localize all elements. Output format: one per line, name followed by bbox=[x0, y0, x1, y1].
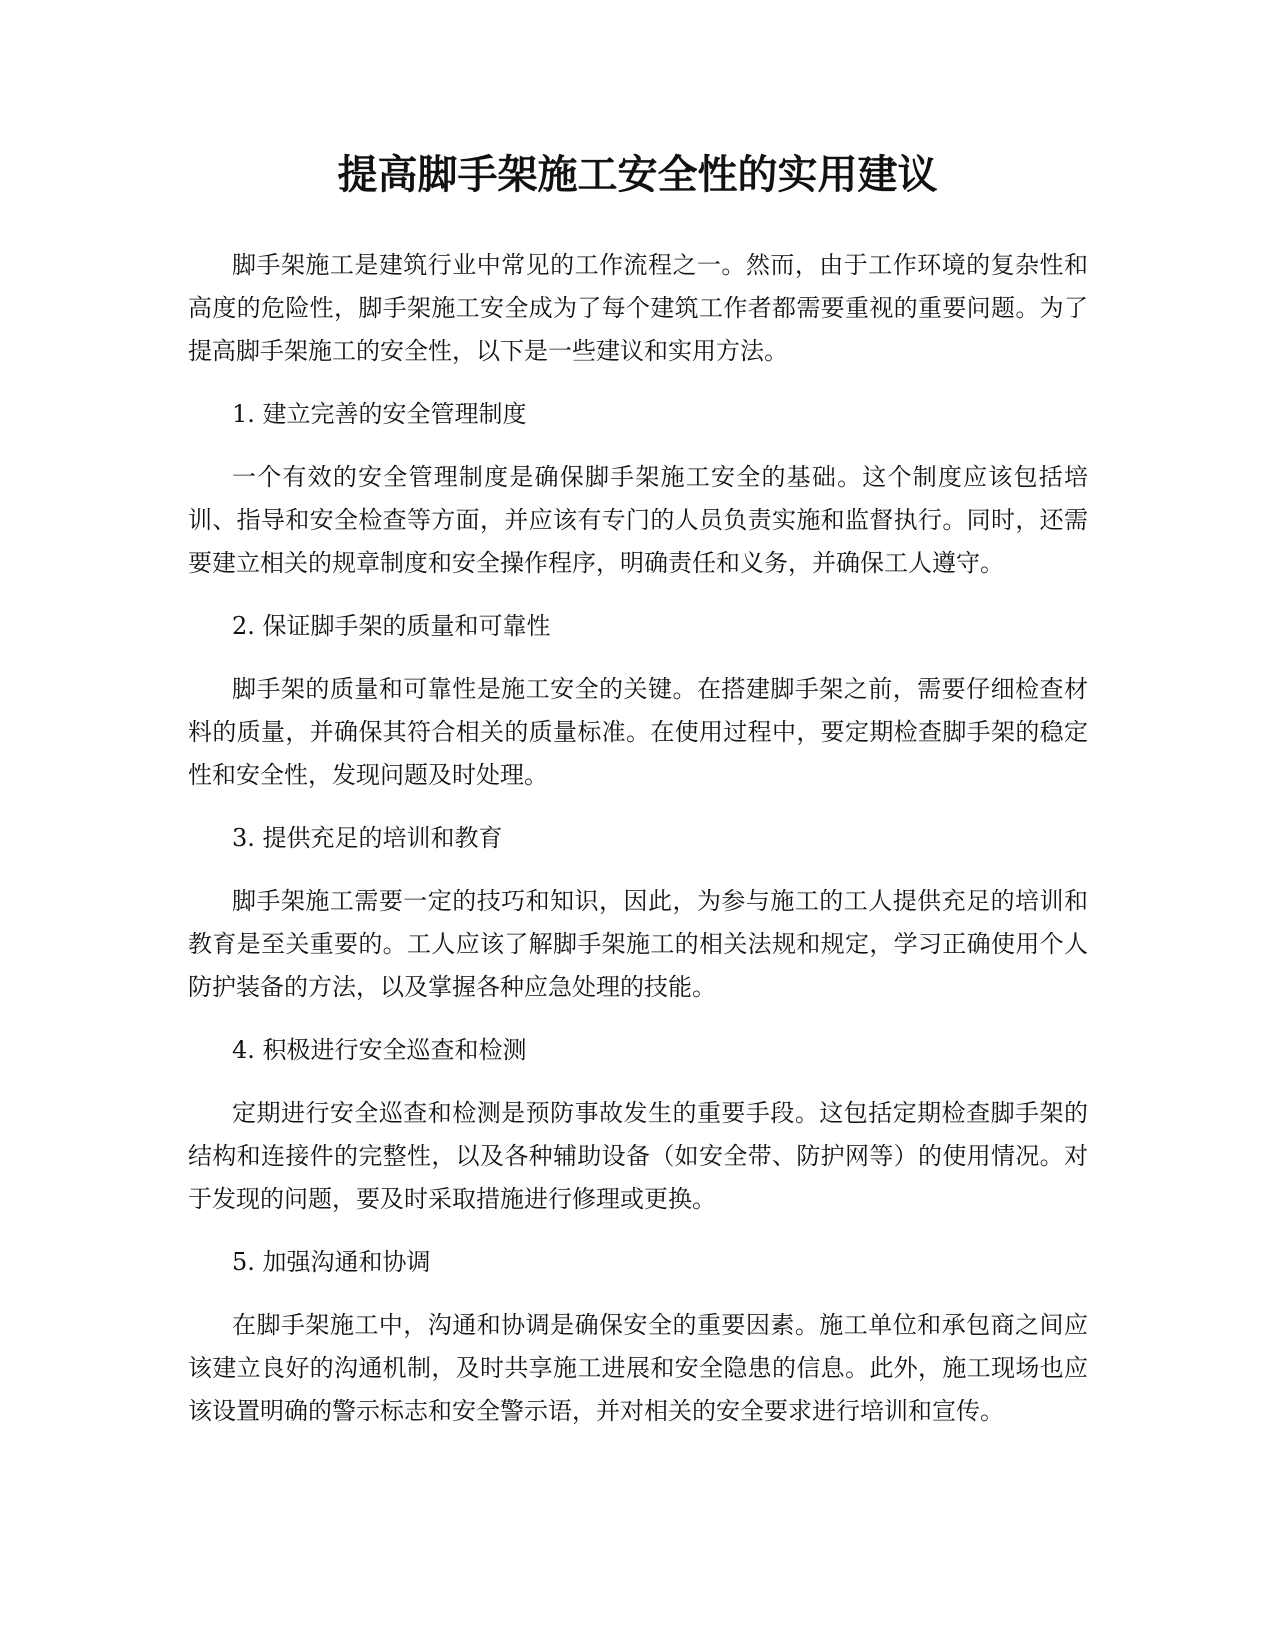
document-body bbox=[188, 244, 1088, 1453]
section-body-4: 定期进行安全巡查和检测是预防事故发生的重要手段。这包括定期检查脚手架的结构和连接件的完整性，以及各种辅助设备（如安全带、防护网等）的使用情况。对于发现的问题，要及时采取措施进行修理或更换。 bbox=[188, 1099, 1088, 1213]
section-heading-4: 4. 积极进行安全巡查和检测 bbox=[232, 1036, 527, 1064]
section-body-1: 一个有效的安全管理制度是确保脚手架施工安全的基础。这个制度应该包括培训、指导和安全检查等方面，并应该有专门的人员负责实施和监督执行。同时，还需要建立相关的规章制度和安全操作程序，明确责任和义务，并确保工人遵守。 bbox=[188, 463, 1088, 577]
section-heading-3: 3. 提供充足的培训和教育 bbox=[232, 824, 503, 852]
section-heading-2: 2. 保证脚手架的质量和可靠性 bbox=[232, 612, 551, 640]
section-body-2: 脚手架的质量和可靠性是施工安全的关键。在搭建脚手架之前，需要仔细检查材料的质量，并确保其符合相关的质量标准。在使用过程中，要定期检查脚手架的稳定性和安全性，发现问题及时处理。 bbox=[188, 675, 1088, 789]
section-body-5: 在脚手架施工中，沟通和协调是确保安全的重要因素。施工单位和承包商之间应该建立良好的沟通机制，及时共享施工进展和安全隐患的信息。此外，施工现场也应该设置明确的警示标志和安全警示语，并对相关的安全要求进行培训和宣传。 bbox=[188, 1311, 1088, 1425]
section-heading-1: 1. 建立完善的安全管理制度 bbox=[232, 400, 527, 428]
document-title: 提高脚手架施工安全性的实用建议 bbox=[337, 152, 938, 198]
intro-paragraph: 脚手架施工是建筑行业中常见的工作流程之一。然而，由于工作环境的复杂性和高度的危险性，脚手架施工安全成为了每个建筑工作者都需要重视的重要问题。为了提高脚手架施工的安全性，以下是一些建议和实用方法。 bbox=[188, 251, 1088, 365]
section-body-3: 脚手架施工需要一定的技巧和知识，因此，为参与施工的工人提供充足的培训和教育是至关重要的。工人应该了解脚手架施工的相关法规和规定，学习正确使用个人防护装备的方法，以及掌握各种应急处理的技能。 bbox=[188, 887, 1088, 1001]
section-heading-5: 5. 加强沟通和协调 bbox=[232, 1248, 431, 1276]
